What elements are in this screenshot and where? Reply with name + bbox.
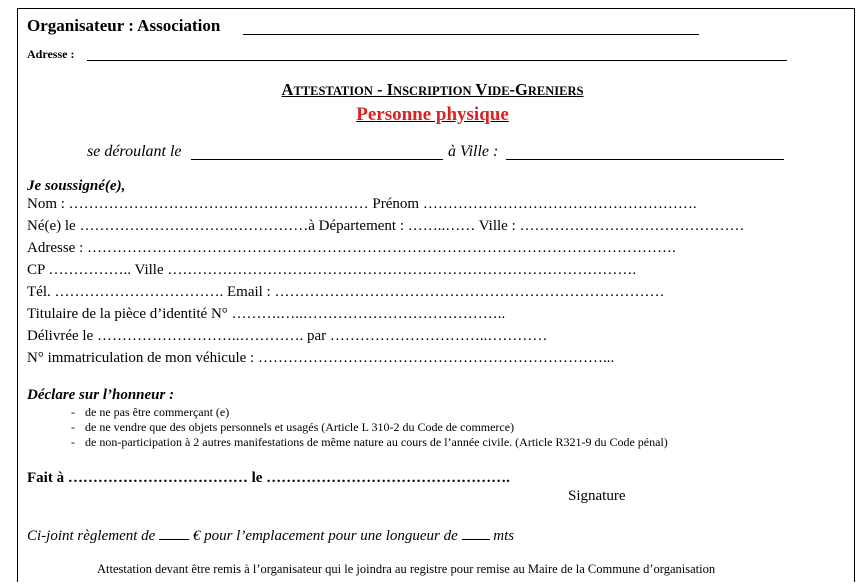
title-part: G	[515, 80, 528, 99]
event-city-field[interactable]	[506, 159, 784, 160]
titulaire-row[interactable]: Titulaire de la pièce d’identité N° ……….…..…………………………………..	[27, 306, 506, 322]
nom-prenom-row[interactable]: Nom : …………………………………………………… Prénom ……………………………………………….	[27, 196, 697, 212]
event-date-label: se déroulant le	[87, 143, 182, 160]
organisateur-field[interactable]	[243, 34, 699, 35]
immatriculation-row[interactable]: N° immatriculation de mon véhicule : ……………………………………………………………...	[27, 350, 615, 366]
title-part: TTESTATION	[293, 84, 373, 98]
event-date-field[interactable]	[191, 159, 443, 160]
length-unit: mts	[493, 528, 515, 544]
title-part: -	[372, 80, 387, 99]
title-part: -	[509, 80, 516, 99]
amount-label: € pour l’emplacement pour une longueur de	[192, 528, 458, 544]
declaration-item: - de ne pas être commerçant (e)	[71, 405, 230, 419]
adresse-org-label: Adresse :	[27, 47, 75, 61]
title-part: A	[281, 80, 294, 99]
organisateur-label: Organisateur : Association	[27, 16, 221, 35]
title-part: RENIERS	[527, 84, 584, 98]
title-part: V	[475, 80, 488, 99]
naissance-row[interactable]: Né(e) le ………………………….……………à Département : ……..…… Ville : ………………………………………	[27, 218, 745, 234]
payment-label: Ci-joint règlement de	[27, 528, 156, 544]
delivree-row[interactable]: Délivrée le ………………………..…………. par …………………………..…………	[27, 328, 548, 344]
declaration-item: - de non-participation à 2 autres manifestations de même nature au cours de l’année civile. (Article R321-9 du Code pénal)	[71, 435, 668, 449]
footer-note: Attestation devant être remis à l’organisateur qui le joindra au registre pour remise au Maire de la Commune d’organisation	[97, 562, 716, 576]
document-subtitle: Personne physique	[356, 104, 509, 125]
fait-a-row[interactable]: Fait à ……………………………… le ………………………………………….	[27, 470, 510, 486]
cp-ville-row[interactable]: CP …………….. Ville ………………………………………………………………………………….	[27, 262, 637, 278]
signature-label: Signature	[568, 488, 626, 504]
title-part: IDE	[487, 84, 510, 98]
declaration-item: - de ne vendre que des objets personnels et usagés (Article L 310-2 du Code de commerce)	[71, 420, 515, 434]
payment-line	[27, 527, 514, 545]
tel-email-row[interactable]: Tél. ……………………………. Email : ……………………………………………………………………	[27, 284, 665, 300]
event-city-label: à Ville :	[448, 143, 499, 160]
title-part: NSCRIPTION	[393, 84, 472, 98]
adresse-org-field[interactable]	[87, 60, 787, 61]
title-part: I	[386, 80, 394, 99]
document-title	[0, 80, 865, 100]
declaration-title: Déclare sur l’honneur :	[27, 387, 175, 403]
adresse-row[interactable]: Adresse : ……………………………………………………………………………………………………….	[27, 240, 676, 256]
declarant-intro: Je soussigné(e),	[27, 178, 126, 194]
length-field[interactable]	[462, 527, 490, 540]
amount-field[interactable]	[159, 527, 189, 540]
